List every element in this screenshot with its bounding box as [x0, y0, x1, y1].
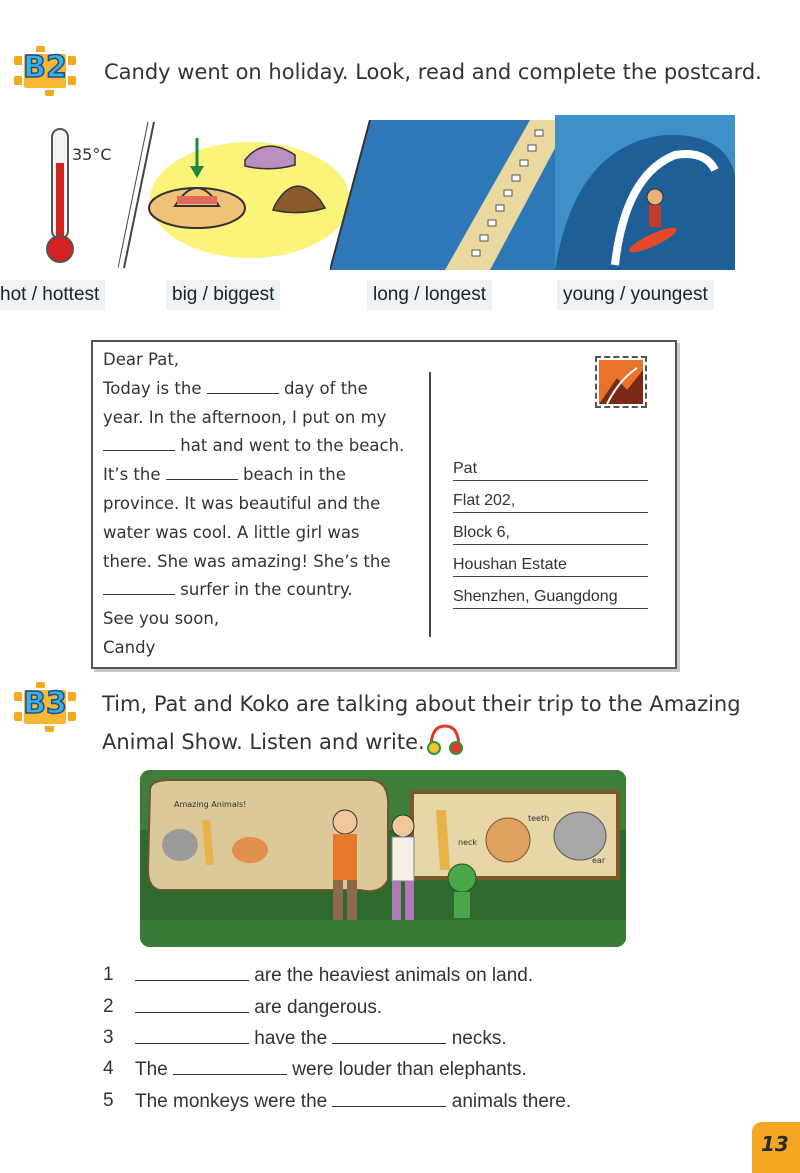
answer-blank[interactable] [332, 1027, 446, 1044]
answer-blank[interactable] [135, 1027, 249, 1044]
postcard-text: surfer in the country. [175, 580, 353, 600]
question-fragment: are dangerous. [249, 997, 383, 1018]
question-number: 1 [103, 964, 114, 985]
postcard-line [103, 375, 423, 404]
postcard-text: Candy [103, 637, 156, 657]
answer-blank[interactable] [166, 461, 238, 480]
hats-illustration [145, 130, 355, 260]
answer-blank[interactable] [103, 432, 175, 451]
caption-hot: hot / hottest [0, 280, 105, 310]
postcard-line [103, 605, 423, 634]
address-line-3: Block 6, [453, 522, 648, 545]
question-text [135, 996, 382, 1019]
badge-b3 [14, 682, 76, 732]
sign-label-neck: neck [458, 838, 478, 847]
question-number: 3 [103, 1027, 114, 1048]
postcard-line [103, 548, 423, 577]
address-line-2: Flat 202, [453, 490, 648, 513]
postcard-text: It’s the [103, 465, 166, 485]
postcard-line [103, 576, 423, 605]
sign-label-teeth: teeth [528, 814, 550, 823]
sign-title: Amazing Animals! [174, 800, 247, 809]
postcard-text: beach in the [237, 465, 346, 485]
caption-young: young / youngest [557, 280, 714, 310]
answer-blank[interactable] [207, 375, 279, 394]
question-fragment: The monkeys were the [135, 1091, 333, 1112]
postcard-text: water was cool. A little girl was [103, 522, 360, 542]
sign-label-ear: ear [592, 856, 606, 865]
stamp-icon [595, 356, 647, 408]
page-number-tab [752, 1122, 800, 1173]
surfer-illustration [555, 115, 735, 270]
postcard-line [103, 404, 423, 433]
question-fragment: have the [249, 1028, 333, 1049]
postcard-text: See you soon, [103, 609, 220, 629]
answer-blank[interactable] [135, 964, 249, 981]
postcard-text: there. She was amazing! She’s the [103, 551, 391, 571]
postcard-text: day of the [278, 378, 368, 398]
question-fragment: The [135, 1059, 174, 1080]
question-fragment: animals there. [446, 1091, 572, 1112]
postcard-message [103, 346, 423, 663]
badge-b2-label: B2 [23, 50, 67, 85]
beach-illustration [330, 115, 580, 270]
question-fragment: necks. [446, 1028, 507, 1049]
badge-b2 [14, 46, 76, 96]
answer-blank[interactable] [103, 576, 175, 595]
address-line-5: Shenzhen, Guangdong [453, 586, 648, 609]
postcard-divider [429, 372, 431, 637]
caption-long: long / longest [367, 280, 492, 310]
question-text [135, 1090, 571, 1113]
question-number: 5 [103, 1090, 114, 1111]
postcard-line [103, 461, 423, 490]
postcard-line [103, 346, 423, 375]
address-line-1: Pat [453, 458, 648, 481]
b3-instruction-line2: Animal Show. Listen and write. [102, 730, 425, 754]
postcard-text: province. It was beautiful and the [103, 493, 381, 513]
postcard-text: Dear Pat, [103, 350, 180, 369]
postcard-line [103, 634, 423, 663]
animal-show-illustration [140, 770, 626, 947]
temperature-label: 35°C [72, 145, 112, 164]
answer-blank[interactable] [332, 1090, 446, 1107]
b2-instruction: Candy went on holiday. Look, read and complete the postcard. [104, 60, 762, 84]
b3-instruction-line1: Tim, Pat and Koko are talking about their trip to the Amazing [102, 692, 741, 716]
page-number: 13 [761, 1132, 789, 1156]
question-fragment: are the heaviest animals on land. [249, 965, 534, 986]
answer-blank[interactable] [135, 996, 249, 1013]
postcard [91, 340, 677, 669]
answer-blank[interactable] [173, 1058, 287, 1075]
question-number: 4 [103, 1058, 114, 1079]
thermometer-illustration [40, 125, 120, 265]
address-line-4: Houshan Estate [453, 554, 648, 577]
postcard-line [103, 490, 423, 519]
question-text [135, 964, 533, 987]
question-number: 2 [103, 996, 114, 1017]
caption-big: big / biggest [166, 280, 280, 310]
question-fragment: were louder than elephants. [287, 1059, 527, 1080]
question-text [135, 1027, 507, 1050]
postcard-text: Today is the [103, 378, 207, 398]
postcard-line [103, 432, 423, 461]
postcard-text: hat and went to the beach. [175, 436, 405, 456]
badge-b3-label: B3 [23, 686, 67, 721]
postcard-text: year. In the afternoon, I put on my [103, 407, 387, 427]
headphones-icon[interactable] [425, 722, 465, 758]
postcard-line [103, 519, 423, 548]
question-text [135, 1058, 527, 1081]
